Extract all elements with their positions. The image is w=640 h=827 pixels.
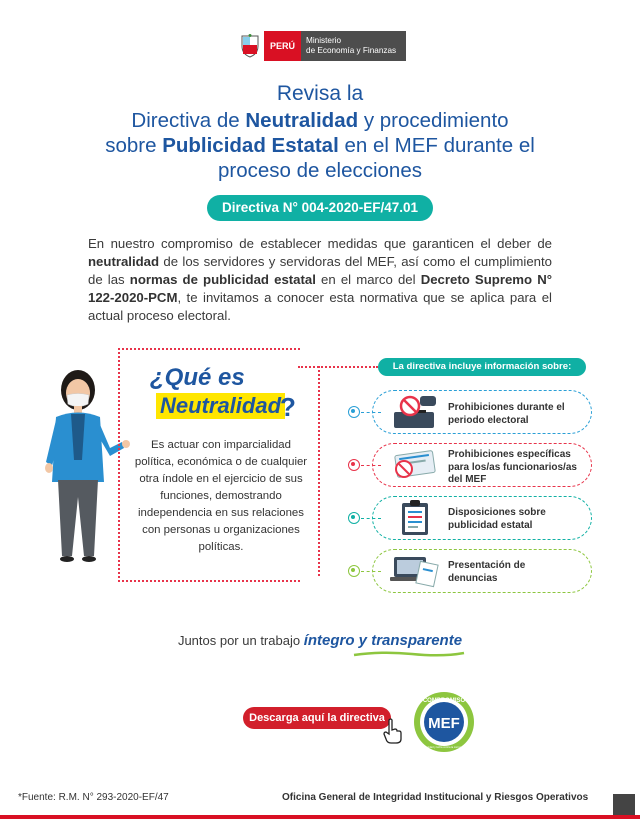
mef-logo xyxy=(240,31,406,61)
page-title xyxy=(40,108,600,183)
includes-label: La directiva incluye información sobre: xyxy=(378,358,586,376)
item4-text xyxy=(448,560,525,585)
ministry-label xyxy=(301,31,406,61)
item3-text xyxy=(448,507,546,532)
items-connector-line xyxy=(318,366,322,576)
intro-b3: Decreto Supremo N° 122-2020-PCM xyxy=(88,272,553,305)
bottom-red-bar xyxy=(0,815,640,819)
directive-number-badge: Directiva N° 004-2020-EF/47.01 xyxy=(207,195,433,221)
title-line3-bold: Publicidad Estatal xyxy=(162,134,339,157)
footer-office: Oficina General de Integridad Institucional y Riesgos Operativos xyxy=(282,792,589,803)
item3-line2: publicidad estatal xyxy=(448,519,533,531)
clipboard-icon xyxy=(398,499,432,537)
intro-p4: , te invitamos a conocer esta normativa que se aplica para el actual proceso electoral. xyxy=(88,290,552,323)
item1-line1: Prohibiciones durante el xyxy=(448,402,565,413)
title-line1: Revisa la xyxy=(276,82,364,105)
header-connector xyxy=(298,366,378,370)
intro-b1: neutralidad xyxy=(88,254,160,269)
intro-p3: en el marco del xyxy=(315,272,421,287)
slogan-underline xyxy=(352,650,466,658)
item1-line2: periodo electoral xyxy=(448,414,529,426)
item1-bullet-icon xyxy=(348,406,360,418)
footer-corner-block xyxy=(613,794,635,816)
intro-paragraph xyxy=(88,235,552,325)
ministry-line1: Ministerio xyxy=(306,36,342,45)
ballot-box-icon xyxy=(388,394,440,430)
item4-bullet-icon xyxy=(348,565,360,577)
intro-b2: normas de publicidad estatal xyxy=(129,272,316,287)
intro-p1: En nuestro compromiso de establecer medidas que garanticen el deber de xyxy=(88,236,552,251)
laptop-complaint-icon xyxy=(386,553,440,589)
item2-bullet-icon xyxy=(348,459,360,471)
item2-line3: del MEF xyxy=(448,474,487,485)
pointer-hand-icon xyxy=(382,718,404,744)
item2-line2: para los/as funcionarios/as xyxy=(448,461,577,473)
title-line4: proceso de elecciones xyxy=(218,159,422,182)
title-line2 xyxy=(40,108,600,133)
item3-bullet-icon xyxy=(348,512,360,524)
question-mark: ? xyxy=(280,392,296,422)
title-line2-pre: Directiva de xyxy=(131,109,246,132)
title-line3-post: en el MEF durante el xyxy=(338,134,535,157)
question-neutrality: Neutralidad xyxy=(156,393,285,419)
title-line2-bold: Neutralidad xyxy=(245,109,359,132)
compromiso-mef-seal xyxy=(412,690,476,754)
item4-line2: denuncias xyxy=(448,572,498,584)
title-line3 xyxy=(40,133,600,158)
item1-text xyxy=(448,402,565,427)
slogan-bold: íntegro y transparente xyxy=(303,632,463,649)
seal-bottom-text: Integridad y lucha contra la corrupción xyxy=(422,746,466,749)
question-what-is: ¿Qué es xyxy=(150,364,245,391)
footer-source: *Fuente: R.M. N° 293-2020-EF/47 xyxy=(18,792,169,803)
title-line3-pre: sobre xyxy=(105,134,163,157)
intro-p2: de los servidores y servidoras del MEF, así como el cumplimiento de las xyxy=(88,254,552,287)
item2-text xyxy=(448,449,577,487)
item2-line1: Prohibiciones específicas xyxy=(448,449,571,460)
title-line2-post: y procedimiento xyxy=(358,109,509,132)
item4-line1: Presentación de xyxy=(448,560,526,571)
download-directive-button[interactable]: Descarga aquí la directiva xyxy=(243,707,391,729)
peru-label: PERÚ xyxy=(264,31,301,61)
seal-top-text: COMPROMISO xyxy=(422,698,466,704)
seal-center-text: MEF xyxy=(428,715,460,732)
coat-of-arms-icon xyxy=(240,34,260,58)
ministry-line2: de Economía y Finanzas xyxy=(306,46,397,55)
slogan-pre: Juntos por un trabajo xyxy=(177,633,304,648)
item3-line1: Disposiciones sobre xyxy=(448,507,546,518)
slogan xyxy=(40,632,600,649)
documents-icon xyxy=(386,447,440,483)
woman-illustration xyxy=(38,362,130,567)
neutrality-definition: Es actuar con imparcialidad política, económica o de cualquier otra índole en el ejercicio de sus funciones, demostrando independencia en sus relaciones con personas u organizaciones políticas. xyxy=(134,439,308,553)
